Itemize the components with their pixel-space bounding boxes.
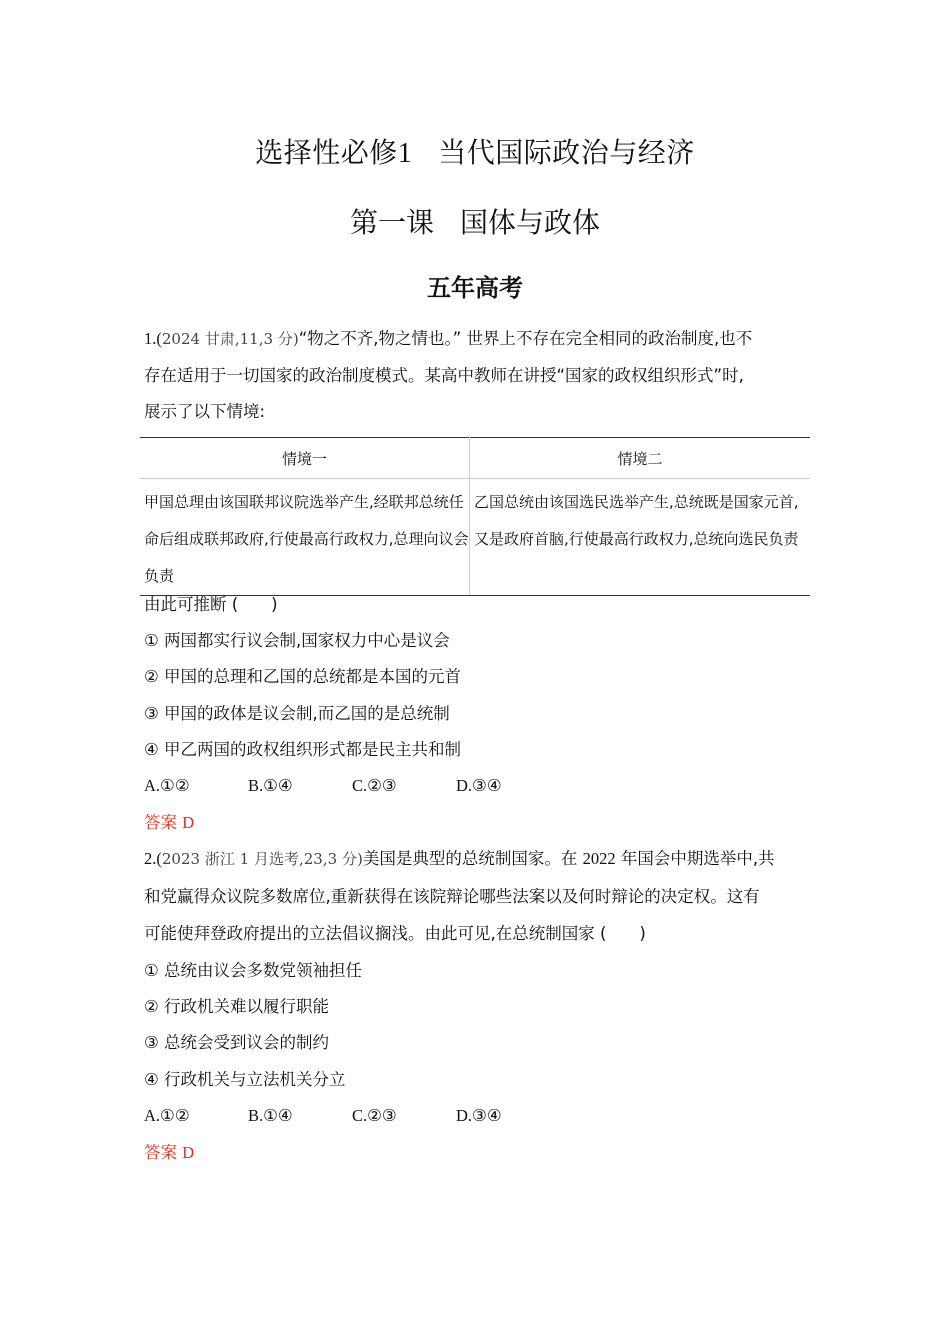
q2-line-3: 可能使拜登政府提出的立法倡议搁浅。由此可见,在总统制国家 ( )	[144, 924, 646, 943]
choice-b: B.①④	[248, 776, 293, 795]
q1-answer: 答案 D	[144, 813, 195, 832]
q2-option-2: ② 行政机关难以履行职能	[144, 997, 330, 1016]
q1-option-1: ① 两国都实行议会制,国家权力中心是议会	[144, 631, 450, 650]
table-row	[140, 479, 810, 596]
q2-option-1: ① 总统由议会多数党领袖担任	[144, 961, 363, 980]
choice-c: C.②③	[352, 776, 397, 795]
q1-option-4: ④ 甲乙两国的政权组织形式都是民主共和制	[144, 740, 462, 759]
q2-source: 2023 浙江 1 月选考,23,3 分)	[161, 850, 363, 868]
q2-option-4: ④ 行政机关与立法机关分立	[144, 1070, 346, 1089]
q2-option-3: ③ 总统会受到议会的制约	[144, 1033, 330, 1052]
q2-answer: 答案 D	[144, 1143, 195, 1162]
q1-source: 2024 甘肃,11,3 分)	[161, 330, 299, 348]
choice-d: D.③④	[456, 1106, 502, 1125]
q1-option-2: ② 甲国的总理和乙国的总统都是本国的元首	[144, 667, 462, 686]
q1-option-3: ③ 甲国的政体是议会制,而乙国的是总统制	[144, 704, 450, 723]
choice-d: D.③④	[456, 776, 502, 795]
choice-a: A.①②	[144, 776, 190, 795]
table-header-1: 情境一	[140, 438, 470, 479]
q1-line-1: 1.(2024 甘肃,11,3 分)“物之不齐,物之情也。” 世界上不存在完全相同的政治制度,也不	[144, 329, 753, 348]
scenario-2-cell: 乙国总统由该国选民选举产生,总统既是国家元首,又是政府首脑,行使最高行政权力,总统向选民负责	[470, 479, 811, 596]
q1-choices	[144, 774, 560, 798]
scenario-1-cell: 甲国总理由该国联邦议院选举产生,经联邦总统任命后组成联邦政府,行使最高行政权力,总理向议会负责	[140, 479, 470, 596]
table-header-row	[140, 438, 810, 479]
scenario-table	[140, 437, 810, 596]
section-title: 五年高考	[427, 274, 523, 302]
q2-line-2: 和党赢得众议院多数席位,重新获得在该院辩论哪些法案以及何时辩论的决定权。这有	[144, 887, 760, 906]
q1-line-2: 存在适用于一切国家的政治制度模式。某高中教师在讲授“国家的政权组织形式”时,	[144, 366, 744, 385]
choice-c: C.②③	[352, 1106, 397, 1125]
table-header-2: 情境二	[470, 438, 811, 479]
q2-choices	[144, 1104, 560, 1128]
choice-b: B.①④	[248, 1106, 293, 1125]
q1-line-3: 展示了以下情境:	[144, 402, 266, 421]
q1-stem: 由此可推断 ( )	[144, 595, 278, 614]
choice-a: A.①②	[144, 1106, 190, 1125]
q2-line-1: 2.(2023 浙江 1 月选考,23,3 分)美国是典型的总统制国家。在 2022 年国会中期选举中,共	[144, 849, 775, 868]
module-title: 选择性必修1 当代国际政治与经济	[255, 136, 695, 169]
lesson-title: 第一课 国体与政体	[349, 206, 601, 239]
